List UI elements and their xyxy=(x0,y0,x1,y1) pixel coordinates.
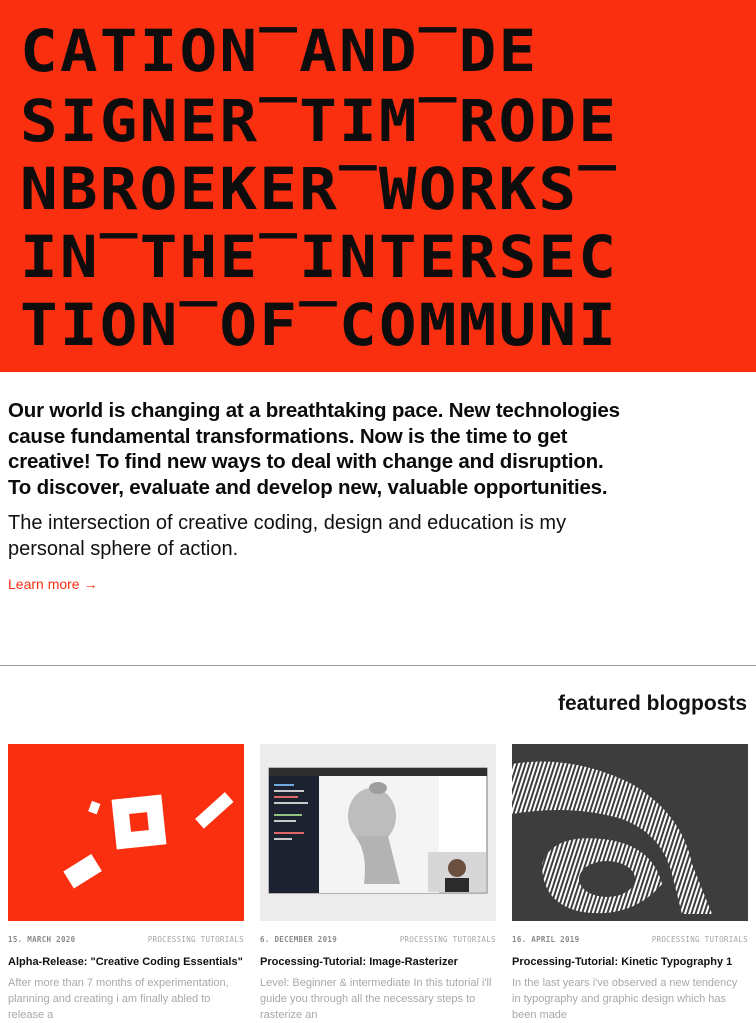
blogpost-thumbnail[interactable] xyxy=(512,744,748,921)
blogpost-excerpt: Level: Beginner & intermediate In this tutorial i'll guide you through all the necessary steps to rasterize an xyxy=(260,977,492,1021)
blogpost-category[interactable]: PROCESSING TUTORIALS xyxy=(651,935,748,944)
intro-sub-text: The intersection of creative coding, design and education is my personal sphere of action. xyxy=(8,512,567,560)
hero-text-line: NBROEKER‾WORKS‾ xyxy=(20,155,619,223)
blogpost-category[interactable]: PROCESSING TUTORIALS xyxy=(147,935,244,944)
blogpost-date: 6. DECEMBER 2019 xyxy=(260,935,338,944)
section-divider xyxy=(0,665,756,666)
hero-text-line: IN‾THE‾INTERSEC xyxy=(20,223,619,291)
blogpost-title[interactable]: Processing-Tutorial: Image-Rasterizer xyxy=(260,956,458,968)
blogpost-thumbnail[interactable] xyxy=(260,744,496,921)
blogpost-card[interactable] xyxy=(512,744,748,1023)
kinetic-letter-a-graphic xyxy=(512,744,748,921)
blogpost-thumbnail[interactable] xyxy=(8,744,244,921)
blogpost-meta xyxy=(512,935,748,944)
blogpost-title[interactable]: Alpha-Release: "Creative Coding Essentials" xyxy=(8,956,243,968)
featured-blogposts-heading: featured blogposts xyxy=(557,692,747,715)
hero-banner xyxy=(0,0,756,372)
blogpost-excerpt: After more than 7 months of experimentation, planning and creating i am finally abled to release a xyxy=(8,977,229,1021)
blogpost-meta xyxy=(260,935,496,944)
screen-recording-graphic xyxy=(260,744,496,921)
abstract-shapes-graphic xyxy=(8,744,244,921)
learn-more-link[interactable]: Learn more → xyxy=(8,576,98,592)
intro-section xyxy=(8,398,628,594)
blogpost-date: 16. APRIL 2019 xyxy=(512,935,580,944)
blogpost-meta xyxy=(8,935,244,944)
blogpost-card[interactable] xyxy=(260,744,496,1023)
intro-lead-text: Our world is changing at a breathtaking pace. New technologies cause fundamental transformations. Now is the time to get creative! To find new ways to deal with change and disruption. To discover, evaluate and develop new, valuable opportunities. xyxy=(8,399,620,499)
hero-text-line: CATION‾AND‾DE xyxy=(20,17,539,85)
blogpost-excerpt: In the last years i've observed a new tendency in typography and graphic design which has been made xyxy=(512,977,738,1021)
hero-text-line: TION‾OF‾COMMUNI xyxy=(20,291,619,359)
blogpost-category[interactable]: PROCESSING TUTORIALS xyxy=(399,935,496,944)
hero-text-line: SIGNER‾TIM‾RODE xyxy=(20,87,619,155)
blogpost-card[interactable] xyxy=(8,744,244,1023)
blogpost-date: 15. MARCH 2020 xyxy=(8,935,76,944)
blogpost-title[interactable]: Processing-Tutorial: Kinetic Typography 1 xyxy=(512,956,733,968)
